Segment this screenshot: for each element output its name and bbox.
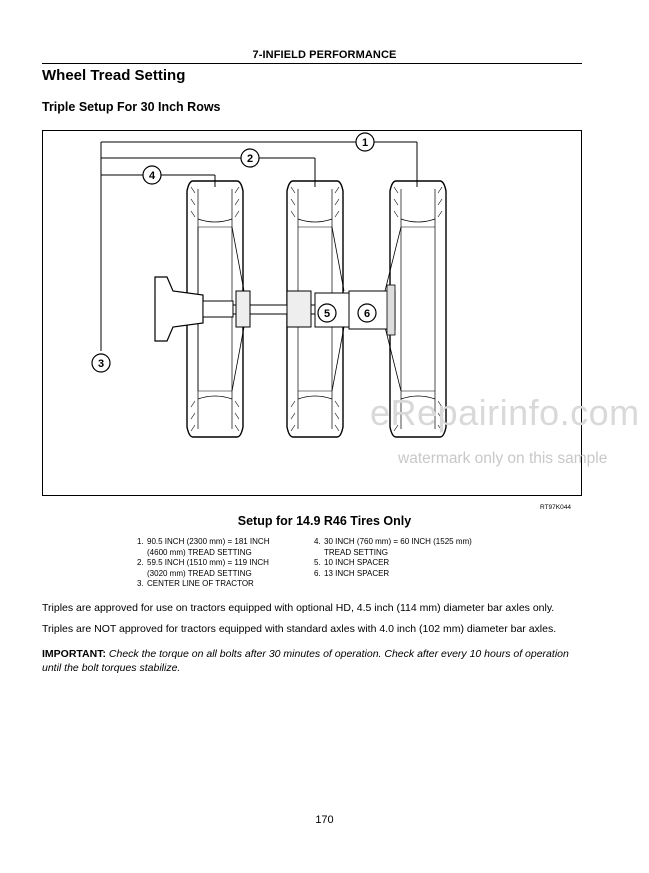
legend-item: 6. 13 INCH SPACER: [314, 568, 390, 578]
callout-1-label: 1: [361, 137, 369, 149]
important-label: IMPORTANT:: [42, 648, 106, 660]
figure-frame: [42, 130, 582, 496]
callout-6-label: 6: [363, 308, 371, 320]
legend-item: 3. CENTER LINE OF TRACTOR: [137, 579, 254, 589]
section-header: 7-INFIELD PERFORMANCE: [252, 49, 397, 61]
legend-item: 5. 10 INCH SPACER: [314, 558, 390, 568]
legend-left: [137, 537, 287, 590]
callout-3-label: 3: [97, 358, 105, 370]
legend-right: [314, 537, 499, 579]
page-number: 170: [315, 814, 334, 826]
important-text: Check the torque on all bolts after 30 minutes of operation. Check after every 10 hours of operation until the bolt torques stabilize.: [42, 648, 569, 674]
figure-title: Setup for 14.9 R46 Tires Only: [237, 514, 412, 528]
watermark-logo: eRepairinfo.com: [370, 392, 640, 433]
paragraph-approved: Triples are approved for use on tractors equipped with optional HD, 4.5 inch (114 mm) diameter bar axles only.: [42, 602, 555, 614]
legend-item: 1. 90.5 INCH (2300 mm) = 181 INCH (4600 mm) TREAD SETTING: [137, 537, 270, 557]
header-rule: [42, 63, 582, 64]
callout-4-label: 4: [148, 170, 156, 182]
legend-item: 2. 59.5 INCH (1510 mm) = 119 INCH (3020 mm) TREAD SETTING: [137, 558, 269, 578]
callout-2-label: 2: [246, 153, 254, 165]
paragraph-not-approved: Triples are NOT approved for tractors equipped with standard axles with 4.0 inch (102 mm) diameter bar axles.: [42, 623, 557, 635]
wheel-tread-diagram: [43, 131, 581, 495]
callout-5-label: 5: [323, 308, 331, 320]
important-note: [42, 648, 587, 675]
legend-item: 4. 30 INCH (760 mm) = 60 INCH (1525 mm) TREAD SETTING: [314, 537, 472, 557]
section-subtitle: Triple Setup For 30 Inch Rows: [42, 100, 221, 114]
page-title: Wheel Tread Setting: [42, 67, 186, 84]
figure-code: RT97K044: [540, 504, 571, 511]
watermark-note: watermark only on this sample: [398, 450, 608, 467]
